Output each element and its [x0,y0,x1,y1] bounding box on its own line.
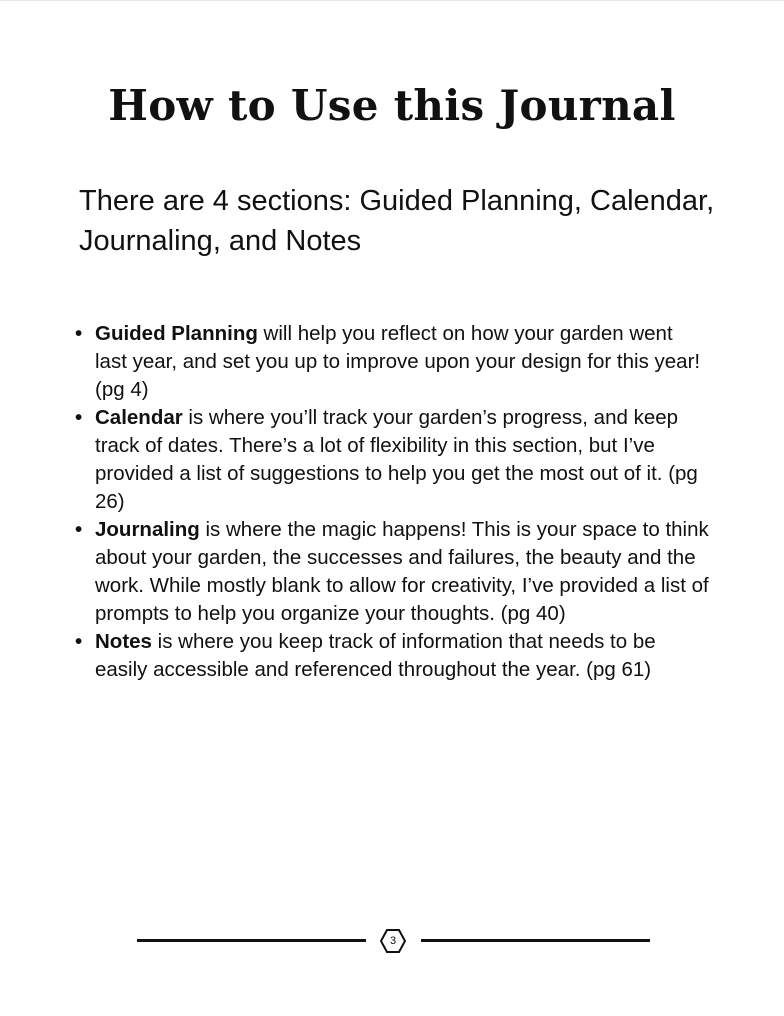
bullet-icon: • [75,630,83,653]
section-name: Journaling [95,518,200,541]
page-title: How to Use this Journal [108,81,676,130]
footer-divider-right [421,939,650,942]
bullet-icon: • [75,518,83,541]
page-footer [0,925,784,957]
top-edge-divider [0,0,784,1]
section-description: will help you reflect on how your garden went last year, and set you up to improve upon your design for this year! (pg 4) [95,322,701,401]
bullet-icon: • [75,406,83,429]
section-name: Calendar [95,406,183,429]
intro-text: There are 4 sections: Guided Planning, Calendar, Journaling, and Notes [79,185,715,257]
list-item-calendar [75,404,710,516]
section-name: Guided Planning [95,322,258,345]
section-description: is where you’ll track your garden’s progress, and keep track of dates. There’s a lot of flexibility in this section, but I’ve provided a list of suggestions to help you get the most out of it. (pg 26) [95,406,698,513]
section-description: is where the magic happens! This is your space to think about your garden, the successes and failures, the beauty and the work. While mostly blank to allow for creativity, I’ve provided a list of prompts to help you organize your thoughts. (pg 40) [95,518,709,625]
page-number: 3 [389,935,397,947]
sections-list [75,320,710,684]
list-item-guided-planning [75,320,710,404]
list-item-notes [75,628,710,684]
list-item-journaling [75,516,710,628]
section-description: is where you keep track of information that needs to be easily accessible and referenced throughout the year. (pg 61) [95,630,656,681]
section-name: Notes [95,630,152,653]
bullet-icon: • [75,322,83,345]
footer-divider-left [137,939,366,942]
